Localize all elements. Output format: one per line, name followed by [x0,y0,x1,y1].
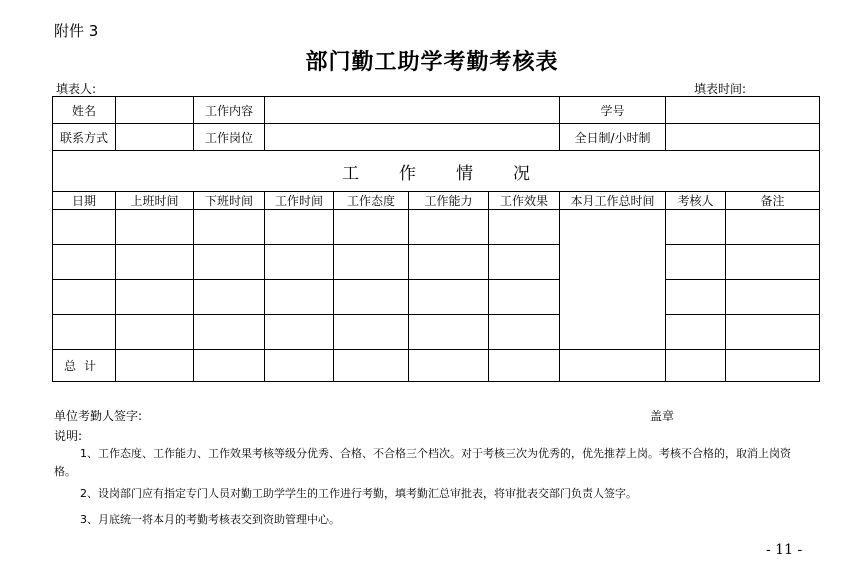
full-part-time-field[interactable] [666,124,820,151]
table-cell[interactable] [194,350,265,382]
table-cell[interactable] [194,315,265,350]
column-header: 工作能力 [409,192,489,210]
note-item: 2、设岗部门应有指定专门人员对勤工助学学生的工作进行考勤，填考勤汇总审批表，将审批表交部门负责人签字。 [80,487,637,500]
column-header: 本月工作总时间 [560,192,666,210]
table-cell[interactable] [666,280,726,315]
table-cell[interactable] [53,245,116,280]
table-row [53,210,820,245]
note-item: 3、月底统一将本月的考勤考核表交到资助管理中心。 [80,513,340,526]
table-cell[interactable] [265,315,334,350]
full-part-time-label: 全日制/小时制 [560,124,666,151]
table-cell[interactable] [489,315,560,350]
column-header-row [53,192,820,210]
total-label: 总计 [53,350,116,382]
contact-field[interactable] [116,124,194,151]
column-header: 日期 [53,192,116,210]
table-cell[interactable] [409,210,489,245]
table-cell[interactable] [53,210,116,245]
student-id-field[interactable] [666,97,820,124]
table-cell[interactable] [194,210,265,245]
info-row-2 [53,124,820,151]
column-header: 备注 [726,192,820,210]
monthly-total-time-cell[interactable] [560,210,666,350]
table-cell[interactable] [116,210,194,245]
table-cell[interactable] [726,245,820,280]
section-row [53,151,820,192]
note-item: 1、工作态度、工作能力、工作效果考核等级分优秀、合格、不合格三个档次。对于考核三次为优秀的，优先推荐上岗。考核不合格的，取消上岗资格。 [54,447,791,478]
total-row [53,350,820,382]
contact-label: 联系方式 [53,124,116,151]
seal-label: 盖章 [650,409,675,423]
table-cell[interactable] [666,245,726,280]
table-cell[interactable] [409,315,489,350]
column-header: 工作时间 [265,192,334,210]
table-cell[interactable] [265,280,334,315]
table-cell[interactable] [726,315,820,350]
table-cell[interactable] [334,350,409,382]
table-cell[interactable] [489,280,560,315]
table-cell[interactable] [560,350,666,382]
attachment-label: 附件 3 [54,22,99,40]
name-field[interactable] [116,97,194,124]
table-cell[interactable] [489,210,560,245]
table-cell[interactable] [666,210,726,245]
table-row [53,280,820,315]
table-cell[interactable] [409,350,489,382]
table-cell[interactable] [116,280,194,315]
work-post-field[interactable] [265,124,560,151]
page-number: - 11 - [766,542,803,558]
column-header: 考核人 [666,192,726,210]
table-cell[interactable] [53,280,116,315]
table-cell[interactable] [334,315,409,350]
table-cell[interactable] [334,245,409,280]
fill-time-label: 填表时间: [694,82,747,96]
column-header: 工作效果 [489,192,560,210]
table-cell[interactable] [194,245,265,280]
page-title: 部门勤工助学考勤考核表 [305,49,559,75]
student-id-label: 学号 [560,97,666,124]
work-content-label: 工作内容 [194,97,265,124]
table-cell[interactable] [666,350,726,382]
table-cell[interactable] [726,350,820,382]
table-cell[interactable] [409,280,489,315]
table-row [53,315,820,350]
table-cell[interactable] [116,350,194,382]
work-content-field[interactable] [265,97,560,124]
table-cell[interactable] [194,280,265,315]
table-cell[interactable] [489,245,560,280]
name-label: 姓名 [53,97,116,124]
table-cell[interactable] [116,245,194,280]
table-cell[interactable] [666,315,726,350]
info-row-1 [53,97,820,124]
filler-label: 填表人: [56,82,97,96]
section-title: 工作情况 [53,151,820,192]
column-header: 下班时间 [194,192,265,210]
notes-title: 说明: [54,429,83,443]
table-cell[interactable] [726,280,820,315]
column-header: 上班时间 [116,192,194,210]
work-post-label: 工作岗位 [194,124,265,151]
table-cell[interactable] [265,210,334,245]
table-cell[interactable] [409,245,489,280]
attendance-table [52,96,820,382]
table-cell[interactable] [334,210,409,245]
table-cell[interactable] [265,245,334,280]
column-header: 工作态度 [334,192,409,210]
table-row [53,245,820,280]
table-cell[interactable] [116,315,194,350]
table-cell[interactable] [726,210,820,245]
table-cell[interactable] [265,350,334,382]
table-cell[interactable] [53,315,116,350]
table-cell[interactable] [334,280,409,315]
table-cell[interactable] [489,350,560,382]
signer-label: 单位考勤人签字: [54,409,143,423]
